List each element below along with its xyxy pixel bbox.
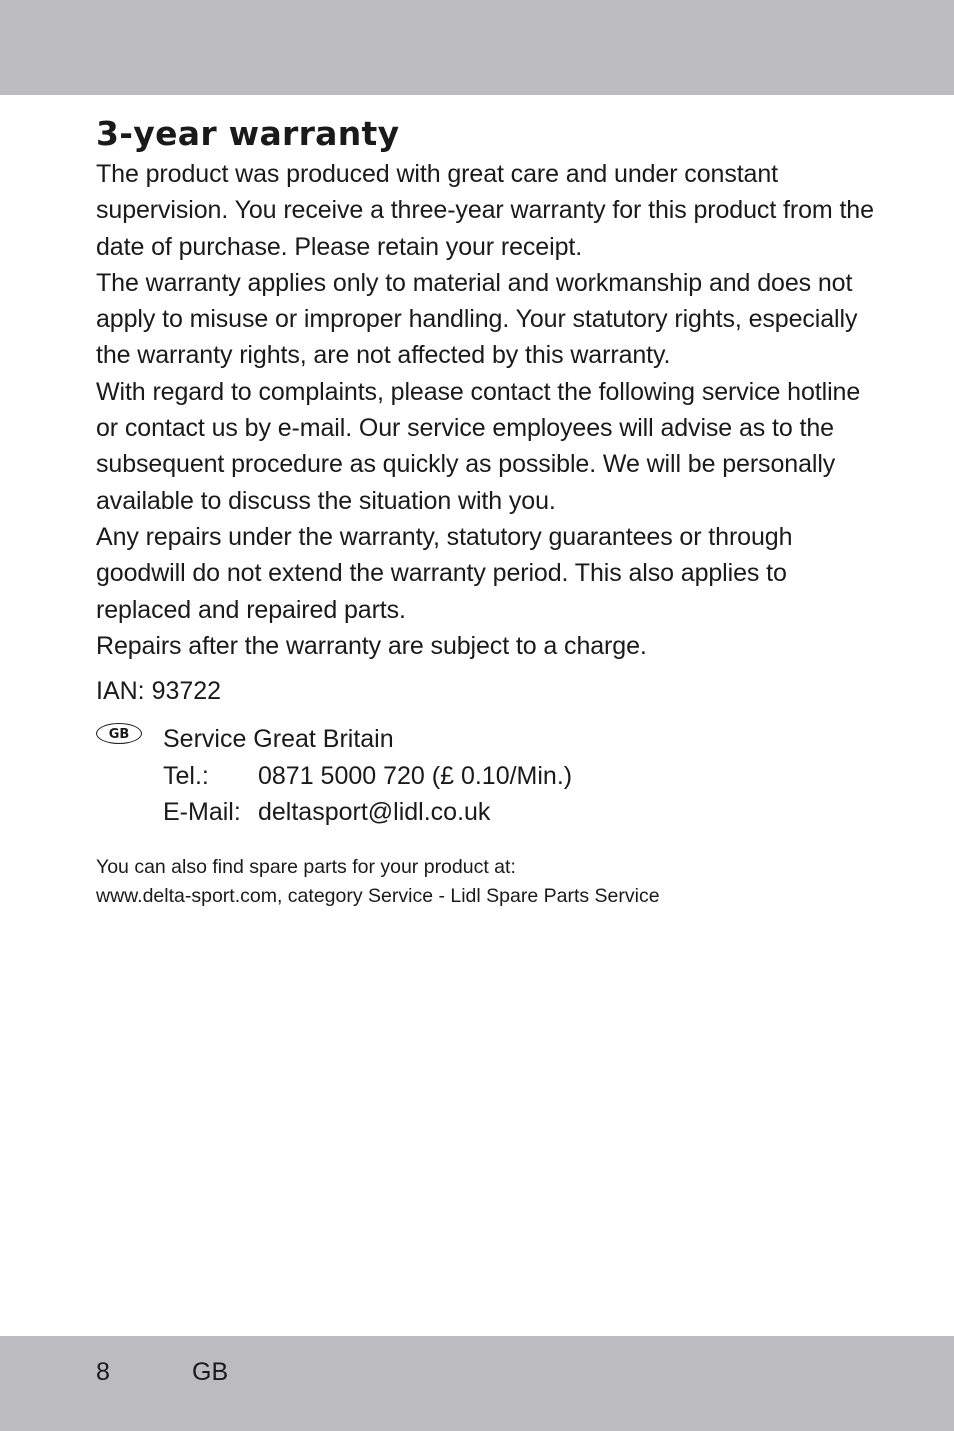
email-label: E-Mail:: [163, 798, 241, 827]
warranty-paragraph-1: The product was produced with great care and under constant supervision. You receive a three-year warranty for this product from the date of purchase. Please retain your receipt.: [96, 160, 874, 261]
page-footer: [96, 1352, 229, 1392]
warranty-paragraph-5: Repairs after the warranty are subject to a charge.: [96, 631, 647, 660]
spare-parts-line-2[interactable]: www.delta-sport.com, category Service - Lidl Spare Parts Service: [96, 884, 660, 907]
warranty-section: [96, 112, 876, 911]
country-badge-icon: GB: [96, 723, 142, 744]
footer-language: GB: [192, 1358, 229, 1386]
service-email-row: [163, 794, 876, 831]
warranty-paragraph-2: The warranty applies only to material and workmanship and does not apply to misuse or improper handling. Your statutory rights, especially the warranty rights, are not affected by this warranty.: [96, 268, 858, 370]
ian-number: IAN: 93722: [96, 677, 222, 706]
email-value[interactable]: deltasport@lidl.co.uk: [258, 798, 491, 827]
service-tel-row: [163, 758, 876, 795]
footer-band: [0, 1336, 954, 1431]
tel-label: Tel.:: [163, 761, 209, 790]
service-name: Service Great Britain: [163, 725, 394, 754]
spare-parts-note: [96, 853, 876, 911]
tel-value: 0871 5000 720 (£ 0.10/Min.): [258, 761, 573, 790]
warranty-paragraph-4: Any repairs under the warranty, statutory guarantees or through goodwill do not extend the warranty period. This also applies to replaced and repaired parts.: [96, 522, 793, 624]
spare-parts-line-1: You can also find spare parts for your product at:: [96, 855, 516, 878]
header-band: [0, 0, 954, 95]
page-number: 8: [96, 1358, 110, 1386]
service-contact: [96, 721, 876, 831]
page-title: 3-year warranty: [96, 114, 400, 153]
warranty-paragraph-3: With regard to complaints, please contact the following service hotline or contact us by e-mail. Our service employees will advise as to the subsequent procedure as quickly as possible. We will be personally available to discuss the situation with you.: [96, 377, 861, 515]
